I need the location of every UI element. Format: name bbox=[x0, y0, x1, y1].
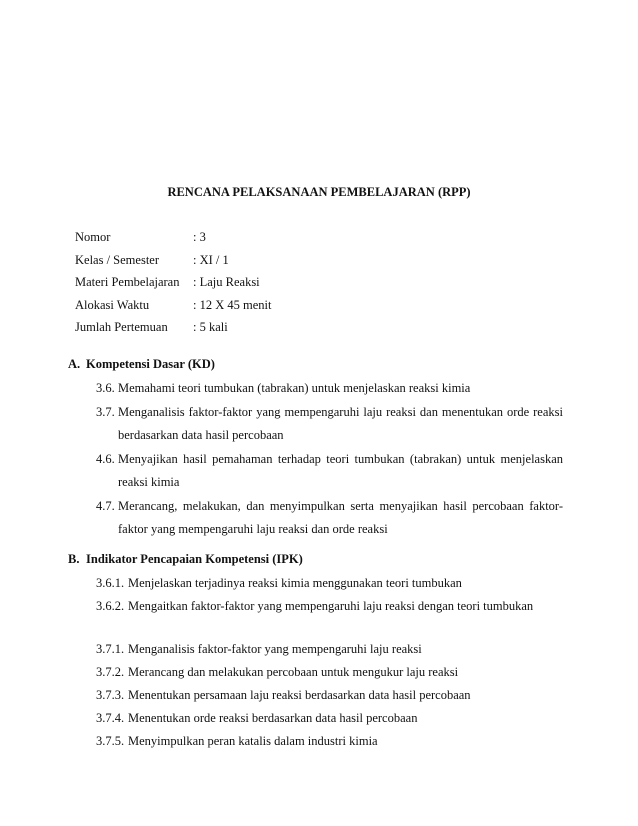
list-item bbox=[96, 638, 563, 661]
list-gap bbox=[96, 618, 563, 638]
info-row-pertemuan bbox=[75, 318, 271, 341]
section-letter: B. bbox=[68, 552, 80, 566]
item-text: Menjelaskan terjadinya reaksi kimia menggunakan teori tumbukan bbox=[128, 576, 462, 590]
item-number: 3.7.1. bbox=[96, 642, 125, 656]
section-letter: A. bbox=[68, 357, 81, 371]
list-item bbox=[96, 730, 563, 753]
info-row-materi bbox=[75, 273, 271, 296]
item-text: Merancang, melakukan, dan menyimpulkan serta menyajikan hasil percobaan faktor-faktor yang mempengaruhi laju reaksi dan orde reaksi bbox=[118, 498, 563, 536]
list-item bbox=[96, 707, 563, 730]
item-text: Merancang dan melakukan percobaan untuk mengukur laju reaksi bbox=[128, 665, 459, 679]
item-number: 3.7.4. bbox=[96, 711, 125, 725]
info-block bbox=[75, 228, 271, 341]
section-indikator bbox=[68, 550, 563, 753]
list-item bbox=[96, 377, 563, 401]
info-value: : Laju Reaksi bbox=[193, 275, 260, 289]
item-number: 3.6.1. bbox=[96, 576, 125, 590]
list-item bbox=[96, 448, 563, 495]
item-number: 4.6. bbox=[96, 451, 115, 466]
item-text: Menganalisis faktor-faktor yang mempengaruhi laju reaksi bbox=[128, 642, 422, 656]
section-heading-text: Kompetensi Dasar (KD) bbox=[86, 357, 215, 371]
info-row-kelas bbox=[75, 251, 271, 274]
item-number: 3.7.3. bbox=[96, 688, 125, 702]
list-item bbox=[96, 495, 563, 542]
item-text: Memahami teori tumbukan (tabrakan) untuk menjelaskan reaksi kimia bbox=[118, 381, 471, 395]
info-value: : 12 X 45 menit bbox=[193, 297, 272, 312]
document-title: RENCANA PELAKSANAAN PEMBELAJARAN (RPP) bbox=[167, 185, 471, 199]
item-text: Menyimpulkan peran katalis dalam industri kimia bbox=[128, 734, 378, 748]
info-value: : 3 bbox=[193, 230, 206, 244]
item-number: 3.6.2. bbox=[96, 599, 125, 613]
list-item bbox=[96, 595, 563, 618]
section-heading-text: Indikator Pencapaian Kompetensi (IPK) bbox=[86, 552, 303, 566]
info-label: Jumlah Pertemuan bbox=[75, 320, 168, 334]
info-row-alokasi bbox=[75, 296, 271, 319]
item-number: 3.6. bbox=[96, 381, 115, 395]
info-label: Materi Pembelajaran bbox=[75, 275, 180, 289]
item-number: 4.7. bbox=[96, 498, 115, 513]
list-item bbox=[96, 572, 563, 595]
info-label: Nomor bbox=[75, 230, 111, 244]
list-item bbox=[96, 684, 563, 707]
item-number: 3.7.2. bbox=[96, 665, 125, 679]
item-text: Menyajikan hasil pemahaman terhadap teori tumbukan (tabrakan) untuk menjelaskan reaksi kimia bbox=[118, 451, 563, 489]
item-text: Mengaitkan faktor-faktor yang mempengaruhi laju reaksi dengan teori tumbukan bbox=[128, 599, 534, 613]
section-heading bbox=[68, 355, 563, 377]
item-text: Menganalisis faktor-faktor yang mempengaruhi laju reaksi dan menentukan orde reaksi berdasarkan data hasil percobaan bbox=[118, 404, 563, 442]
item-number: 3.7. bbox=[96, 404, 115, 419]
info-row-nomor bbox=[75, 228, 271, 251]
kd-list bbox=[96, 377, 563, 542]
info-value: : 5 kali bbox=[193, 320, 228, 334]
info-label: Kelas / Semester bbox=[75, 252, 160, 267]
info-label: Alokasi Waktu bbox=[75, 297, 150, 312]
item-number: 3.7.5. bbox=[96, 734, 125, 748]
item-text: Menentukan orde reaksi berdasarkan data hasil percobaan bbox=[128, 711, 418, 725]
section-heading bbox=[68, 550, 563, 572]
section-kompetensi-dasar bbox=[68, 355, 563, 542]
info-value: : XI / 1 bbox=[193, 252, 229, 267]
list-item bbox=[96, 401, 563, 448]
item-text: Menentukan persamaan laju reaksi berdasarkan data hasil percobaan bbox=[128, 688, 471, 702]
list-item bbox=[96, 661, 563, 684]
ipk-list bbox=[96, 572, 563, 753]
